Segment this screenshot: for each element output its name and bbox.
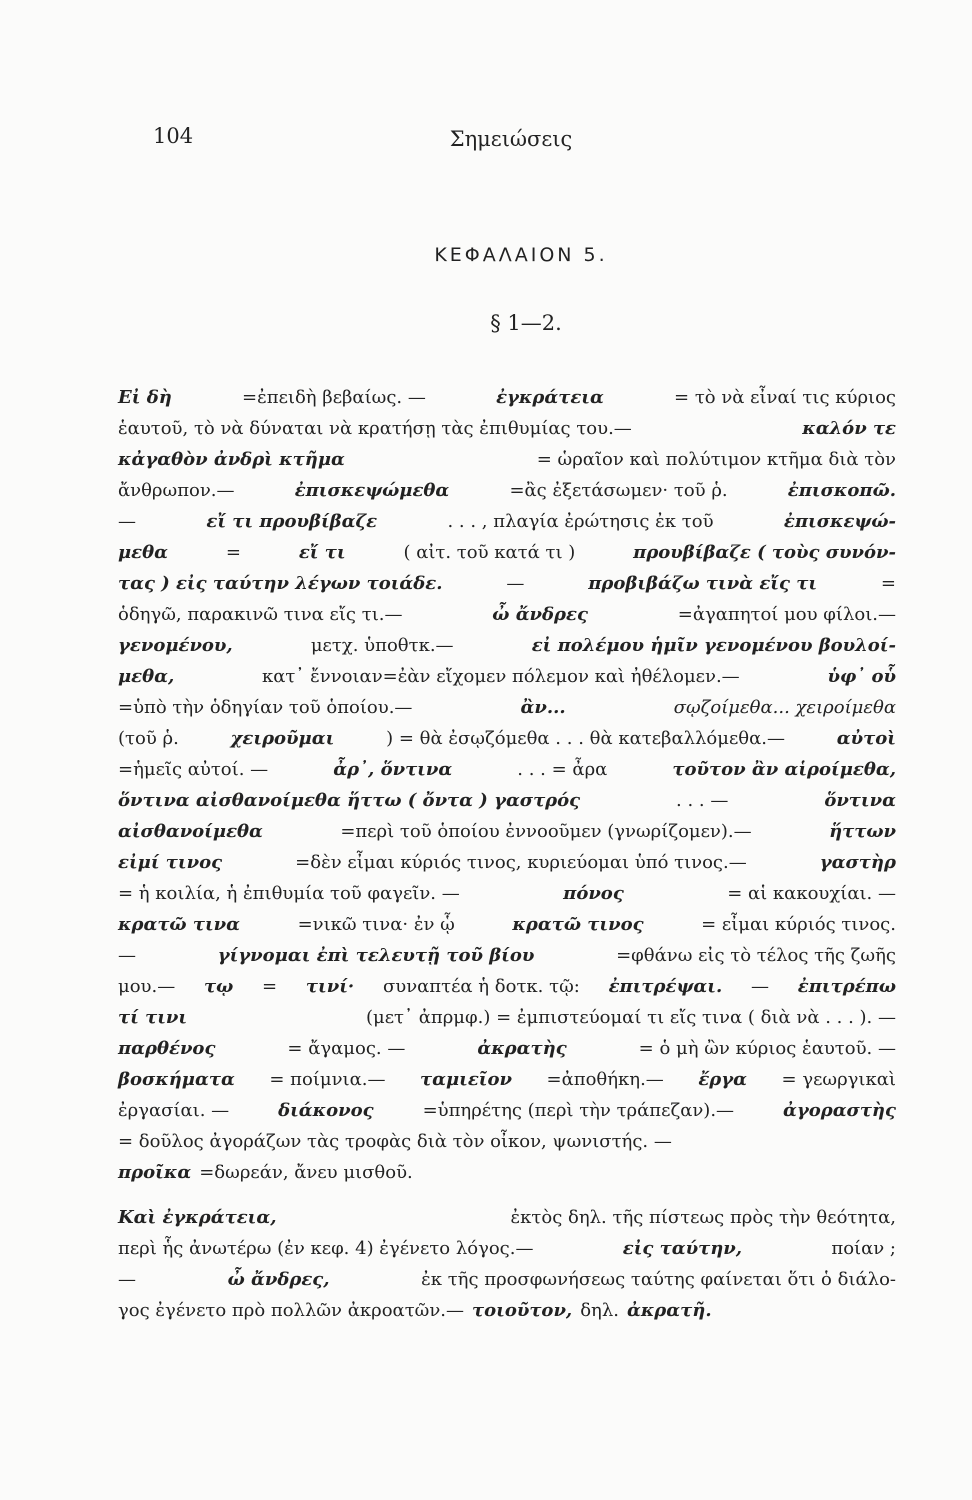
text-run: = εἶμαι κύριός τινος.: [701, 914, 896, 935]
text-run: = αἱ κακουχίαι. —: [727, 883, 896, 904]
lemma-term: Καὶ ἐγκράτεια,: [118, 1207, 277, 1228]
text-run: —: [118, 1269, 136, 1290]
lemma-term: κρατῶ τινα: [118, 914, 240, 935]
text-line: [118, 785, 896, 816]
text-run: =περὶ τοῦ ὁποίου ἐννοοῦμεν (γνωρίζομεν).—: [340, 821, 752, 842]
text-run: = ὡραῖον καὶ πολύτιμον κτῆμα διὰ τὸν: [536, 449, 896, 470]
text-line: [118, 723, 896, 754]
lemma-term: αἰσθανοίμεθα: [118, 821, 263, 842]
lemma-term: κἀγαθὸν ἀνδρὶ κτῆμα: [118, 449, 345, 470]
text-run: =ὑπηρέτης (περὶ τὴν τράπεζαν).—: [422, 1100, 735, 1121]
paragraph-gap: [118, 1188, 896, 1202]
lemma-term: μεθα: [118, 542, 168, 563]
lemma-term: διάκονος: [278, 1100, 374, 1121]
lemma-term: εἰς ταύτην,: [622, 1238, 743, 1259]
lemma-term: τοιοῦτον,: [472, 1300, 573, 1321]
text-run: κατ᾿ ἔννοιαν=ἐὰν εἴχομεν πόλεμον καὶ ἠθέλομεν.—: [262, 666, 740, 687]
text-line: [118, 568, 896, 599]
text-line: [118, 1126, 896, 1157]
lemma-term: παρθένος: [118, 1038, 216, 1059]
text-run: =: [262, 976, 278, 997]
text-run: . . . , πλαγία ἐρώτησις ἐκ τοῦ: [447, 511, 714, 532]
text-run: ( αἰτ. τοῦ κατά τι ): [403, 542, 576, 563]
text-run: ) = θὰ ἐσῳζόμεθα . . . θὰ κατεβαλλόμεθα.—: [386, 728, 785, 749]
text-line: [118, 1095, 896, 1126]
section-heading: § 1—2.: [490, 311, 562, 335]
lemma-term: ἀκρατὴς: [477, 1038, 567, 1059]
page-number: 104: [153, 124, 194, 148]
lemma-term: ἀκρατῆ.: [626, 1300, 712, 1321]
text-line: [118, 444, 896, 475]
text-run: περὶ ἧς ἀνωτέρω (ἐν κεφ. 4) ἐγένετο λόγος.—: [118, 1238, 534, 1259]
text-line: [118, 1064, 896, 1095]
lemma-term: ἆρ᾿, ὅντινα: [333, 759, 453, 780]
lemma-term: ὅντινα αἰσθανοίμεθα ἥττω ( ὄντα ) γαστρός: [118, 790, 581, 811]
lemma-term: γίγνομαι ἐπὶ τελευτῇ τοῦ βίου: [217, 945, 535, 966]
lemma-term: εἰμί τινος: [118, 852, 223, 873]
text-run: = γεωργικαὶ: [781, 1069, 896, 1090]
text-line: [118, 413, 896, 444]
lemma-term: εἰ πολέμου ἡμῖν γενομένου βουλοί-: [531, 635, 896, 656]
text-line: [118, 1295, 896, 1326]
lemma-term: τας ) εἰς ταύτην λέγων τοιάδε.: [118, 573, 443, 594]
lemma-term: ἐπισκεψώ-: [783, 511, 896, 532]
text-run: (μετ᾿ ἀπρμφ.) = ἐμπιστεύομαί τι εἴς τινα ( διὰ νὰ . . . ). —: [366, 1007, 896, 1028]
text-run: . . . —: [676, 790, 729, 811]
text-run: =ἡμεῖς αὐτοί. —: [118, 759, 269, 780]
text-line: [118, 754, 896, 785]
text-run: =ὑπὸ τὴν ὁδηγίαν τοῦ ὁποίου.—: [118, 697, 413, 718]
lemma-term: ἔργα: [698, 1069, 747, 1090]
text-line: [118, 692, 896, 723]
text-run: δηλ.: [580, 1300, 619, 1321]
text-run: =ἀγαπητοί μου φίλοι.—: [677, 604, 896, 625]
lemma-term: μεθα,: [118, 666, 175, 687]
text-run: μου.—: [118, 976, 176, 997]
text-line: [118, 1264, 896, 1295]
text-run: =ἂς ἐξετάσωμεν· τοῦ ῥ.: [509, 480, 728, 501]
text-run: = τὸ νὰ εἶναί τις κύριος: [674, 387, 896, 408]
lemma-term: ἐπισκοπῶ.: [787, 480, 896, 501]
text-run: ἐργασίαι. —: [118, 1100, 230, 1121]
lemma-term: χειροῦμαι: [230, 728, 335, 749]
text-line: [118, 382, 896, 413]
text-run: ἐκ τῆς προσφωνήσεως ταύτης φαίνεται ὅτι ὁ διάλο-: [421, 1269, 896, 1290]
text-line: [118, 971, 896, 1002]
lemma-term: προυβίβαζε ( τοὺς συνόν-: [633, 542, 896, 563]
lemma-term: βοσκήματα: [118, 1069, 235, 1090]
text-run: ποίαν ;: [831, 1238, 896, 1259]
lemma-term: ἐπιτρέψαι.: [608, 976, 723, 997]
text-run: = ποίμνια.—: [269, 1069, 386, 1090]
text-line: [118, 909, 896, 940]
lemma-term: ἥττων: [829, 821, 896, 842]
lemma-term: εἴ τι προυβίβαζε: [206, 511, 378, 532]
lemma-term: αὐτοὶ: [836, 728, 896, 749]
text-run: —: [118, 945, 136, 966]
text-line: [118, 940, 896, 971]
text-line: [118, 506, 896, 537]
text-run: =ἐπειδὴ βεβαίως. —: [242, 387, 426, 408]
text-run: =ἀποθήκη.—: [546, 1069, 664, 1090]
text-run: ἄνθρωπον.—: [118, 480, 235, 501]
lemma-term: ταμιεῖον: [419, 1069, 512, 1090]
lemma-term: προῖκα: [118, 1162, 192, 1183]
text-line: [118, 847, 896, 878]
lemma-term: κρατῶ τινος: [512, 914, 644, 935]
text-run: (τοῦ ῥ.: [118, 728, 179, 749]
lemma-term: τινί·: [305, 976, 355, 997]
lemma-term: ἐπιτρέπω: [797, 976, 896, 997]
text-line: [118, 1033, 896, 1064]
text-line: [118, 816, 896, 847]
text-run: =δὲν εἶμαι κύριός τινος, κυριεύομαι ὑπό τινος.—: [295, 852, 747, 873]
text-run: ἑαυτοῦ, τὸ νὰ δύναται νὰ κρατήσῃ τὰς ἐπιθυμίας του.—: [118, 418, 632, 439]
text-run: = ἡ κοιλία, ἡ ἐπιθυμία τοῦ φαγεῖν. —: [118, 883, 460, 904]
lemma-term: ἀγοραστὴς: [782, 1100, 896, 1121]
text-run: =φθάνω εἰς τὸ τέλος τῆς ζωῆς: [616, 945, 896, 966]
lemma-term: ὅντινα: [824, 790, 896, 811]
lemma-term: πόνος: [563, 883, 624, 904]
lemma-term: Εἰ δὴ: [118, 387, 172, 408]
text-line: [118, 537, 896, 568]
lemma-term: εἴ τι: [298, 542, 346, 563]
text-run: = ὁ μὴ ὢν κύριος ἑαυτοῦ. —: [638, 1038, 896, 1059]
text-line: [118, 878, 896, 909]
notes-body: [118, 382, 896, 1326]
text-line: [118, 475, 896, 506]
lemma-term: ἂν...: [520, 697, 566, 718]
notes-paragraph-1: [118, 382, 896, 1188]
text-run: —: [751, 976, 770, 997]
chapter-heading: ΚΕΦΑΛΑΙΟΝ 5.: [434, 244, 608, 266]
text-run: μετχ. ὑποθτκ.—: [310, 635, 454, 656]
text-run: —: [118, 511, 136, 532]
text-line: [118, 661, 896, 692]
text-run: = δοῦλος ἀγοράζων τὰς τροφὰς διὰ τὸν οἶκον, ψωνιστής. —: [118, 1131, 672, 1152]
text-line: [118, 599, 896, 630]
text-run: ὁδηγῶ, παρακινῶ τινα εἴς τι.—: [118, 604, 403, 625]
text-run: =νικῶ τινα· ἐν ᾧ: [297, 914, 455, 935]
text-run: ἐκτὸς δηλ. τῆς πίστεως πρὸς τὴν θεότητα,: [510, 1207, 896, 1228]
lemma-term: τί τινι: [118, 1007, 188, 1028]
lemma-term: σῳζοίμεθα... χειροίμεθα: [673, 697, 896, 718]
lemma-term: γενομένου,: [118, 635, 233, 656]
lemma-term: ὑφ᾿ οὗ: [827, 666, 896, 687]
lemma-term: γαστὴρ: [819, 852, 896, 873]
lemma-term: ἐπισκεψώμεθα: [294, 480, 450, 501]
text-line: [118, 1202, 896, 1233]
text-line: [118, 1002, 896, 1033]
text-run: συναπτέα ἡ δοτκ. τῷ:: [382, 976, 580, 997]
text-run: =: [225, 542, 241, 563]
text-run: = ἄγαμος. —: [287, 1038, 406, 1059]
lemma-term: ἐγκράτεια: [496, 387, 604, 408]
lemma-term: τῳ: [203, 976, 234, 997]
lemma-term: προβιβάζω τινὰ εἴς τι: [588, 573, 818, 594]
text-run: γος ἐγένετο πρὸ πολλῶν ἀκροατῶν.—: [118, 1300, 464, 1321]
text-run: =: [880, 573, 896, 594]
text-line: [118, 1157, 896, 1188]
text-run: —: [506, 573, 525, 594]
lemma-term: καλόν τε: [802, 418, 896, 439]
text-line: [118, 1233, 896, 1264]
text-line: [118, 630, 896, 661]
text-run: =δωρεάν, ἄνευ μισθοῦ.: [199, 1162, 413, 1183]
running-title: Σημειώσεις: [449, 127, 573, 151]
lemma-term: ὦ ἄνδρες,: [227, 1269, 330, 1290]
lemma-term: ὦ ἄνδρες: [492, 604, 588, 625]
text-run: . . . = ἆρα: [517, 759, 608, 780]
notes-paragraph-2: [118, 1202, 896, 1326]
lemma-term: τοῦτον ἂν αἱροίμεθα,: [672, 759, 896, 780]
